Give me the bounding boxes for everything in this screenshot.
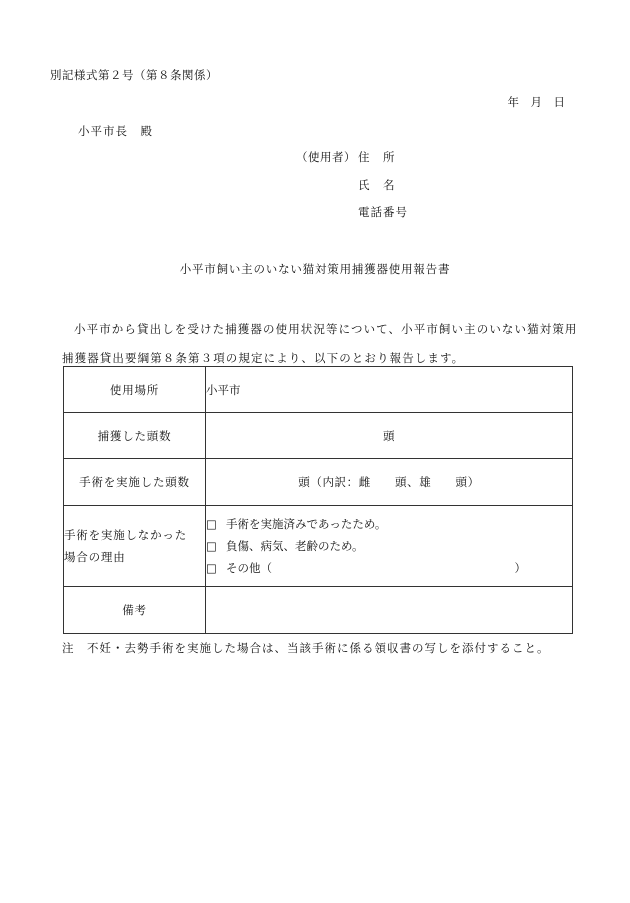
surgery-value: 頭（内訳：雌 頭、雄 頭） [206,459,573,506]
captured-unit: 頭 [206,413,573,459]
other-close-paren: ） [514,561,526,575]
applicant-role-label: （使用者） [296,150,356,164]
checkbox-icon[interactable]: □ [206,517,217,531]
location-label: 使用場所 [64,367,206,413]
captured-label: 捕獲した頭数 [64,413,206,459]
address-label: 住 所 [358,150,396,164]
date-line: 年 月 日 [507,95,565,109]
checkbox-icon[interactable]: □ [206,539,217,553]
reason-option-done [206,513,572,535]
reason-option-label: 手術を実施済みであったため。 [226,517,387,531]
row-remarks [64,587,573,634]
reason-option-other [206,557,572,579]
remarks-value[interactable] [206,587,573,634]
addressee: 小平市長 殿 [78,124,153,138]
row-reason [64,506,573,587]
reason-options [206,506,573,587]
reason-option-label: 負傷、病気、老齢のため。 [226,539,364,553]
form-number: 別記様式第２号（第８条関係） [50,68,218,82]
reason-option-injury [206,535,572,557]
checkbox-icon[interactable]: □ [206,561,217,575]
location-value: 小平市 [206,367,573,413]
remarks-label: 備考 [64,587,206,634]
footnote: 注 不妊・去勢手術を実施した場合は、当該手術に係る領収書の写しを添付すること。 [62,641,550,655]
reason-label-line-1: 手術を実施しなかった [64,528,187,542]
surgery-label: 手術を実施した頭数 [64,459,206,506]
body-text: 小平市から貸出しを受けた捕獲器の使用状況等について、小平市飼い主のいない猫対策用捕獲器貸出要綱第８条第３項の規定により、以下のとおり報告します。 [62,322,578,365]
phone-label: 電話番号 [358,205,408,219]
reason-label [64,506,206,587]
document-title: 小平市飼い主のいない猫対策用捕獲器使用報告書 [179,262,451,276]
row-surgery [64,459,573,506]
row-location [64,367,573,413]
row-captured [64,413,573,459]
name-label: 氏 名 [358,178,396,192]
reason-option-label: その他（ [226,561,272,575]
report-table [63,366,573,634]
reason-label-line-2: 場合の理由 [64,550,126,564]
